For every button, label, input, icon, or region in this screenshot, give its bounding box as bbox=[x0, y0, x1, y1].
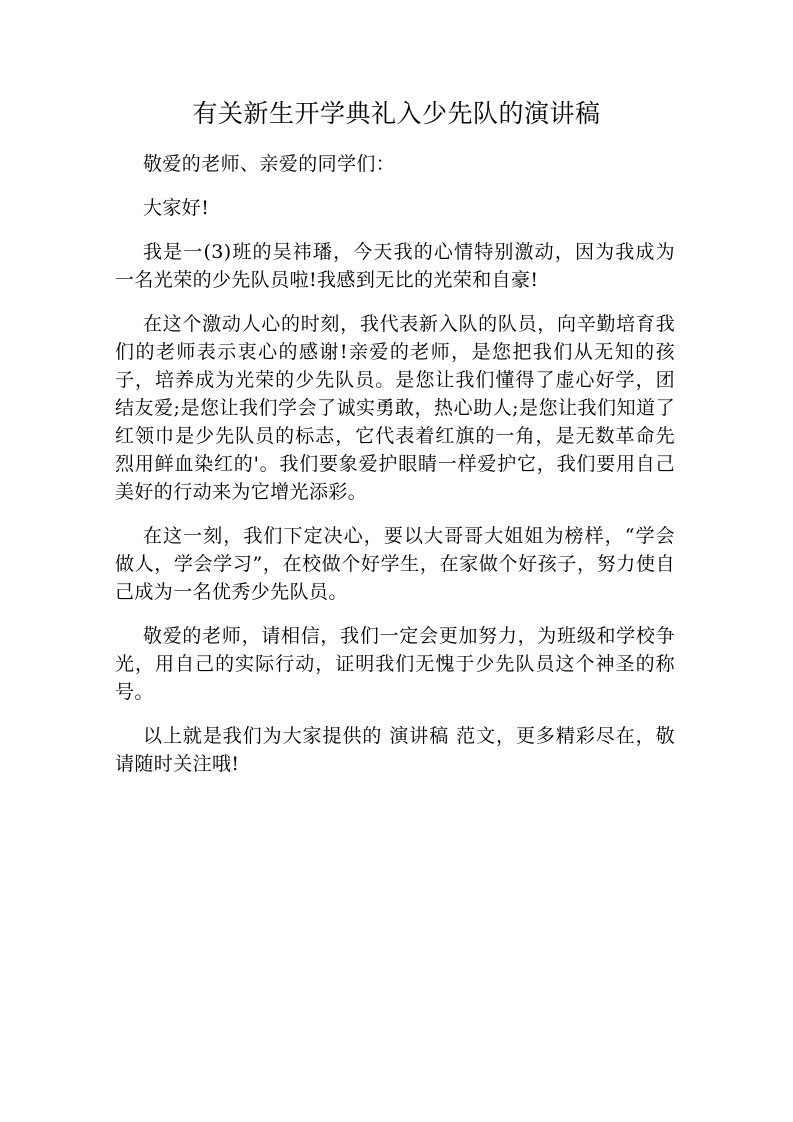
paragraph-promise: 敬爱的老师，请相信，我们一定会更加努力，为班级和学校争光，用自己的实际行动，证明我们无愧于少先队员这个神圣的称号。 bbox=[115, 625, 675, 703]
paragraph-closing: 以上就是我们为大家提供的 演讲稿 范文，更多精彩尽在，敬请随时关注哦! bbox=[115, 725, 675, 775]
document-body bbox=[115, 150, 675, 794]
paragraph-thanks: 在这个激动人心的时刻，我代表新入队的队员，向辛勤培育我们的老师表示衷心的感谢!亲爱的老师，是您把我们从无知的孩子，培养成为光荣的少先队员。是您让我们懂得了虚心好学，团结友爱;是您让我们学会了诚实勇敢，热心助人;是您让我们知道了红领巾是少先队员的标志，它代表着红旗的一角，是无数革命先烈用鲜血染红的'。我们要象爱护眼睛一样爱护它，我们要用自己美好的行动来为它增光添彩。 bbox=[115, 313, 675, 503]
paragraph-introduction: 我是一(3)班的吴祎璠，今天我的心情特别激动，因为我成为一名光荣的少先队员啦!我感到无比的光荣和自豪! bbox=[115, 241, 675, 291]
paragraph-salutation: 敬爱的老师、亲爱的同学们： bbox=[143, 153, 396, 175]
paragraph-resolution: 在这一刻，我们下定决心，要以大哥哥大姐姐为榜样，“学会做人，学会学习”，在校做个好学生，在家做个好孩子，努力使自己成为一名优秀少先队员。 bbox=[115, 525, 675, 603]
paragraph-greeting: 大家好! bbox=[143, 197, 210, 219]
document-title: 有关新生开学典礼入少先队的演讲稿 bbox=[192, 99, 601, 128]
